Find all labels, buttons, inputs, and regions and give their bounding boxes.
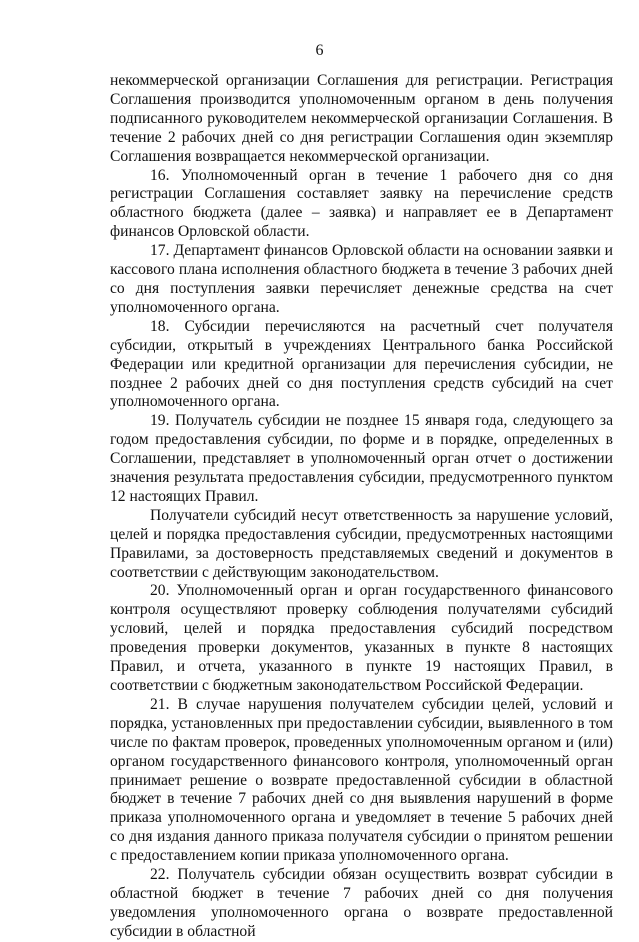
- paragraph-item-19: 19. Получатель субсидии не позднее 15 января года, следующего за годом предоставления субсидии, по форме и в порядке, определенных в Соглашении, представляет в уполномоченный орган отчет о достижении значения результата предоставления субсидии, предусмотренного пунктом 12 настоящих Правил.: [110, 412, 613, 505]
- paragraph-item-16: 16. Уполномоченный орган в течение 1 рабочего дня со дня регистрации Соглашения составляет заявку на перечисление средств областного бюджета (далее – заявка) и направляет ее в Департамент финансов Орловской области.: [110, 166, 613, 241]
- page-number: 6: [315, 42, 324, 59]
- paragraph-continuation: некоммерческой организации Соглашения для регистрации. Регистрация Соглашения производится уполномоченным органом в день получения подписанного руководителем некоммерческой организации Соглашения. В течение 2 рабочих дней со дня регистрации Соглашения один экземпляр Соглашения возвращается некоммерческой организации.: [110, 72, 613, 165]
- paragraph-item-21: 21. В случае нарушения получателем субсидии целей, условий и порядка, установленных при предоставлении субсидии, выявленного в том числе по фактам проверок, проведенных уполномоченным органом и (или) органом государственного финансового контроля, уполномоченный орган принимает решение о возврате предоставленной субсидии в областной бюджет в течение 7 рабочих дней со дня выявления нарушений в форме приказа уполномоченного органа и уведомляет в течение 5 рабочих дней со дня издания данного приказа получателя субсидии о принятом решении с предоставлением копии приказа уполномоченного органа.: [110, 695, 613, 865]
- paragraph-item-20: 20. Уполномоченный орган и орган государственного финансового контроля осуществляют проверку соблюдения получателями субсидий условий, целей и порядка предоставления субсидий посредством проведения проверки документов, указанных в пункте 8 настоящих Правил, и отчета, указанного в пункте 19 настоящих Правил, в соответствии с бюджетным законодательством Российской Федерации.: [110, 582, 613, 694]
- paragraph-item-18: 18. Субсидии перечисляются на расчетный счет получателя субсидии, открытый в учреждениях Центрального банка Российской Федерации или кредитной организации для перечисления субсидии, не позднее 2 рабочих дней со дня поступления средств субсидий на счет уполномоченного органа.: [110, 317, 613, 411]
- paragraph-item-17: 17. Департамент финансов Орловской области на основании заявки и кассового плана исполнения областного бюджета в течение 3 рабочих дней со дня поступления заявки перечисляет денежные средства на счет уполномоченного органа.: [110, 242, 613, 316]
- paragraph-item-22: 22. Получатель субсидии обязан осуществить возврат субсидии в областной бюджет в течение 7 рабочих дней со дня получения уведомления уполномоченного органа о возврате предоставленной субсидии в областной: [110, 866, 613, 940]
- document-body: [110, 72, 613, 942]
- paragraph-responsibility: Получатели субсидий несут ответственность за нарушение условий, целей и порядка предоставления субсидии, предусмотренных настоящими Правилами, за достоверность представляемых сведений и документов в соответствии с действующим законодательством.: [110, 506, 613, 581]
